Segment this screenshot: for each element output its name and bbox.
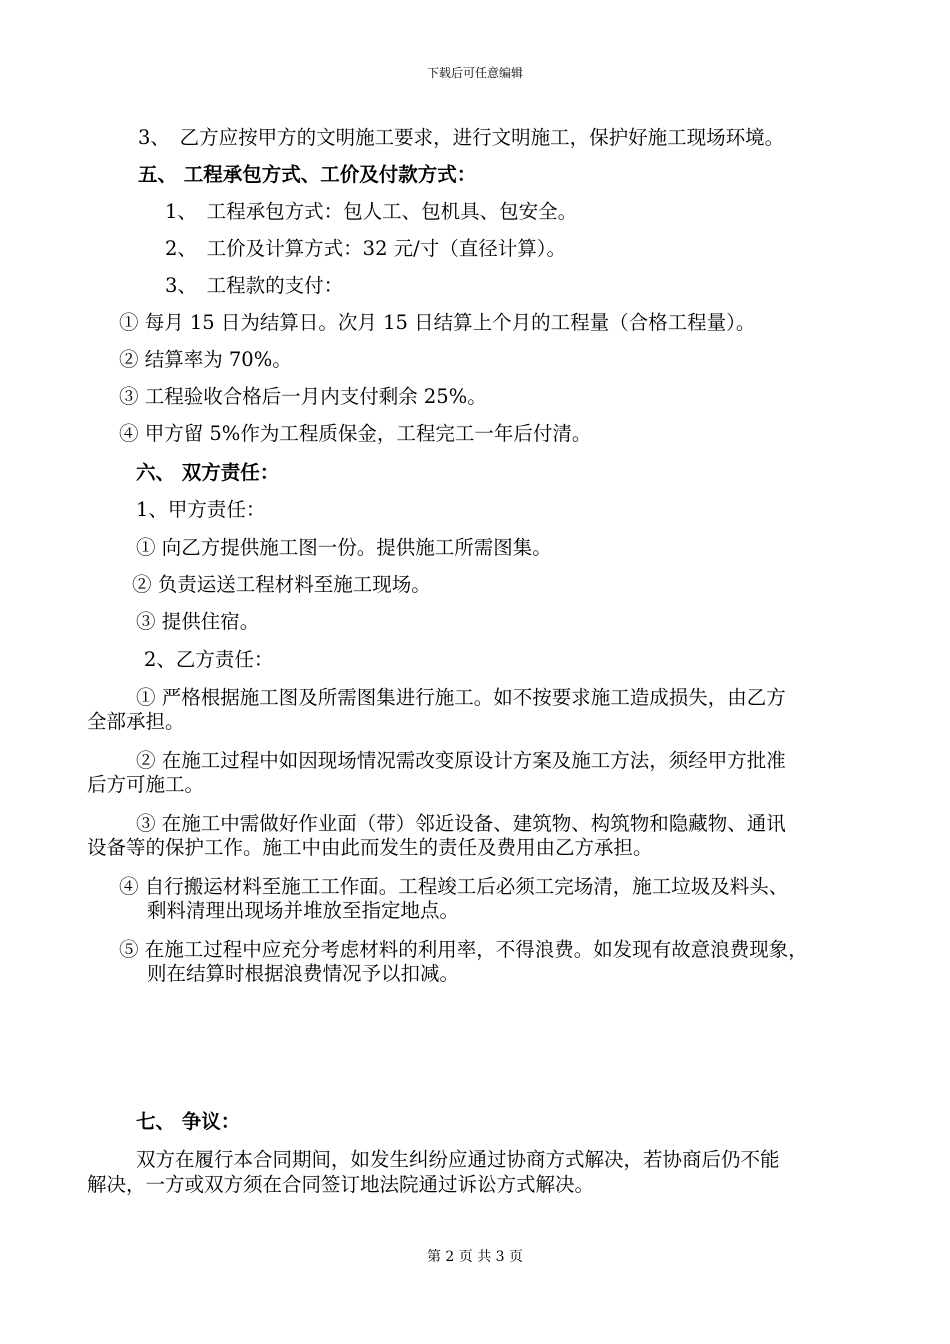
payment-item-1: ① 每月 15 日为结算日。次月 15 日结算上个月的工程量（合格工程量）。: [119, 311, 756, 334]
party-b-item-4-line-1: ④ 自行搬运材料至施工工作面。工程竣工后必须工完场清，施工垃圾及料头、: [119, 875, 789, 898]
section-5-item-2: 2、 工价及计算方式：32 元/寸（直径计算）。: [165, 237, 566, 260]
page-footer-pagination: 第 2 页 共 3 页: [426, 1249, 524, 1265]
party-b-item-2-line-1: ② 在施工过程中如因现场情况需改变原设计方案及施工方法，须经甲方批准: [136, 749, 786, 772]
section-7-heading: 七、 争议：: [136, 1110, 241, 1133]
party-b-item-5-line-2: 则在结算时根据浪费情况予以扣减。: [147, 962, 460, 985]
party-b-item-5-line-1: ⑤ 在施工过程中应充分考虑材料的利用率，不得浪费。如发现有故意浪费现象，: [119, 938, 808, 961]
party-b-item-3-line-1: ③ 在施工中需做好作业面（带）邻近设备、建筑物、构筑物和隐藏物、通讯: [136, 812, 786, 835]
section-5-item-3: 3、 工程款的支付：: [165, 274, 344, 297]
section-5-item-1: 1、 工程承包方式：包人工、包机具、包安全。: [165, 200, 578, 223]
party-a-item-2: ② 负责运送工程材料至施工现场。: [132, 573, 431, 596]
payment-item-4: ④ 甲方留 5%作为工程质保金，工程完工一年后付清。: [119, 422, 592, 445]
party-b-item-2-line-2: 后方可施工。: [87, 773, 205, 796]
dispute-line-1: 双方在履行本合同期间，如发生纠纷应通过协商方式解决，若协商后仍不能: [136, 1148, 780, 1171]
payment-item-2: ② 结算率为 70%。: [119, 348, 292, 371]
party-a-heading: 1、甲方责任：: [136, 498, 266, 521]
party-a-item-1: ① 向乙方提供施工图一份。提供施工所需图集。: [136, 536, 552, 559]
clause-item-3: 3、 乙方应按甲方的文明施工要求，进行文明施工，保护好施工现场环境。: [138, 126, 785, 149]
page-header-note: 下载后可任意编辑: [426, 66, 523, 80]
section-5-heading: 五、 工程承包方式、工价及付款方式：: [138, 163, 477, 186]
party-b-item-4-line-2: 剩料清理出现场并堆放至指定地点。: [147, 899, 460, 922]
party-b-item-3-line-2: 设备等的保护工作。施工中由此而发生的责任及费用由乙方承担。: [87, 836, 653, 859]
dispute-line-2: 解决，一方或双方须在合同签订地法院通过诉讼方式解决。: [87, 1173, 595, 1196]
party-a-item-3: ③ 提供住宿。: [136, 610, 260, 633]
payment-item-3: ③ 工程验收合格后一月内支付剩余 25%。: [119, 385, 487, 408]
party-b-heading: 2、乙方责任：: [144, 648, 274, 671]
section-6-heading: 六、 双方责任：: [136, 461, 280, 484]
party-b-item-1-line-2: 全部承担。: [87, 710, 185, 733]
party-b-item-1-line-1: ① 严格根据施工图及所需图集进行施工。如不按要求施工造成损失，由乙方: [136, 686, 786, 709]
